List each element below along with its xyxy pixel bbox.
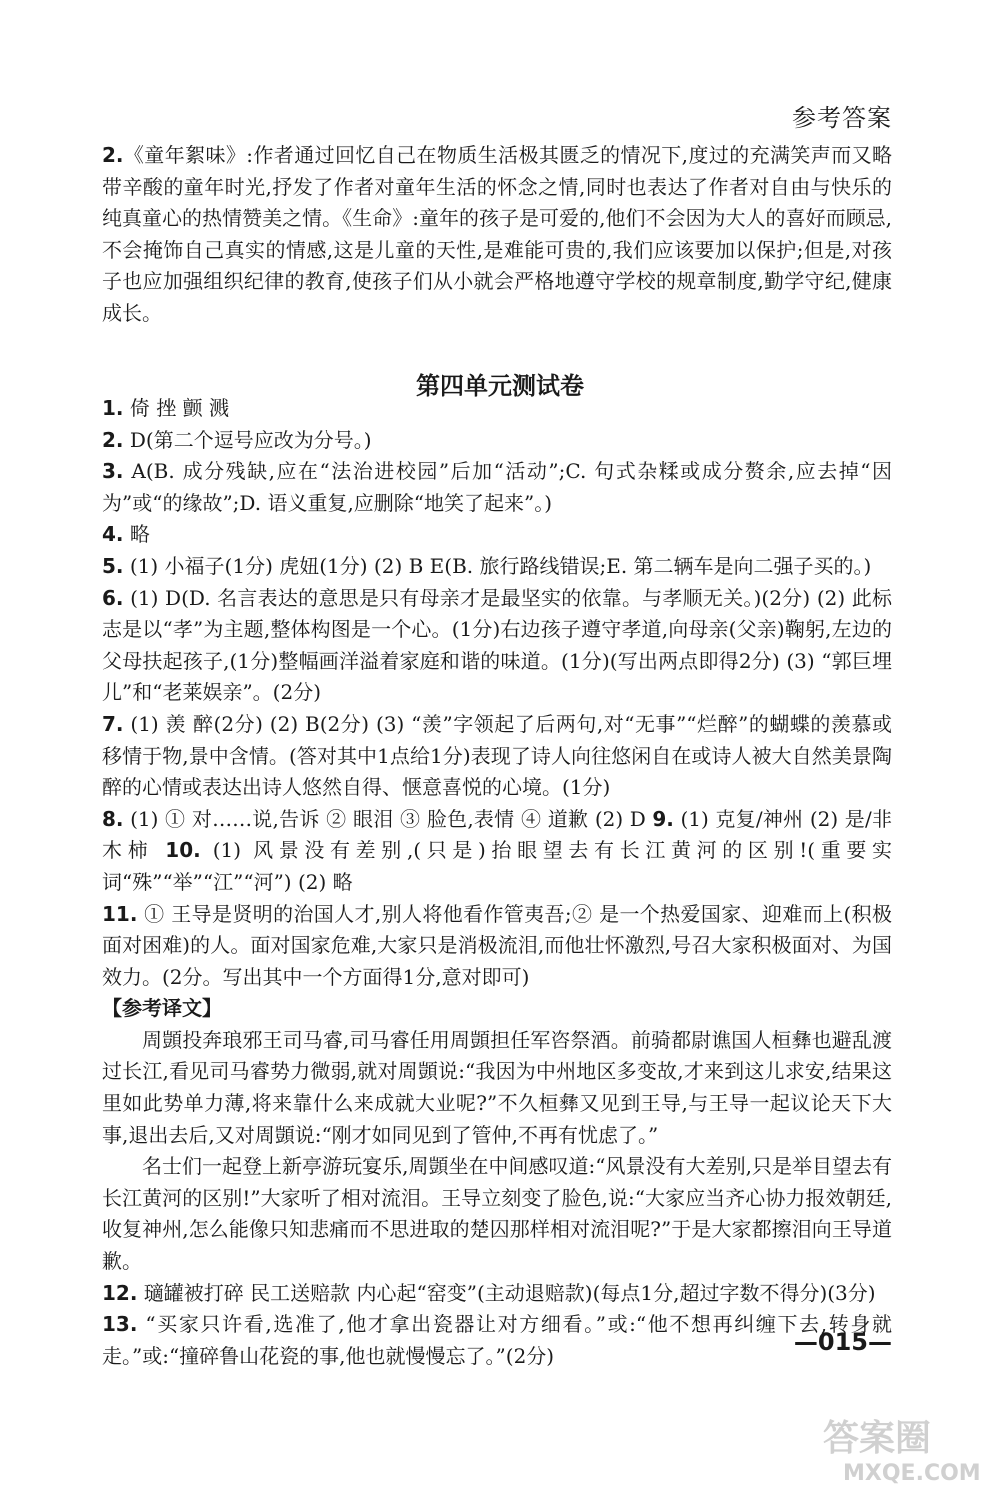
watermark-logo [813,1408,988,1488]
answer-item [102,140,892,330]
answer-block-main [102,393,892,1372]
answer-number: 4. [102,522,124,547]
answer-text: ① 王导是贤明的治国人才,别人将他看作管夷吾;② 是一个热爱国家、迎难而上(积极面对困难)的人。面对国家危难,大家只是消极流泪,而他壮怀激烈,号召大家积极面对、为国效力。(2分。写出其中一个方面得1分,意对即可) [102,901,892,989]
answer-number: 6. [102,585,124,610]
section-title: 第四单元测试卷 [416,372,584,400]
answer-item [102,899,892,994]
answer-number: 8. [102,806,124,831]
answer-item [102,583,892,709]
answer-number: 1. [102,396,124,420]
page-number: —015— [793,1328,892,1356]
answer-item [102,804,892,899]
answer-text: (1) D(D. 名言表达的意思是只有母亲才是最坚实的依靠。与孝顺无关。)(2分) (2) 此标志是以“孝”为主题,整体构图是一个心。(1分)右边孩子遵守孝道,向母亲(父亲)鞠躬,左边的父母扶起孩子,(1分)整幅画洋溢着家庭和谐的味道。(1分)(写出两点即得2分) (3) “郭巨埋儿”和“老莱娱亲”。(2分) [102,585,892,705]
answer-item [102,709,892,804]
answer-item [102,551,892,583]
running-header: 参考答案 [792,104,892,132]
translation-heading: 【参考译文】 [102,996,222,1021]
answer-item [102,456,892,519]
answer-text: (1) 克复/神州 (2) 是/非木柿 [102,806,892,863]
answer-number: 9. [652,806,674,831]
answer-item [102,425,892,457]
answer-text: 略 [123,522,150,547]
answer-number: 5. [102,553,124,578]
answer-text: (1) 小福子(1分) 虎妞(1分) (2) B E(B. 旅行路线错误;E. 第二辆车是向二强子买的。) [123,553,872,578]
answer-item [102,519,892,551]
translation-body [102,1025,892,1278]
answer-item [102,1309,892,1372]
answer-text: (1) ① 对……说,告诉 ② 眼泪 ③ 脸色,表情 ④ 道歉 (2) D [123,806,653,831]
answer-number: 2. [102,143,124,167]
answer-number: 13. [102,1312,138,1337]
answer-number: 12. [102,1280,138,1305]
answer-number: 3. [102,459,124,484]
answer-number: 2. [102,427,124,452]
answer-block-top [102,140,892,330]
answer-text: D(第二个逗号应改为分号。) [123,427,372,452]
answer-text: “买家只许看,选准了,他才拿出瓷器让对方细看。”或:“他不想再纠缠下去,转身就走。”或:“撞碎鲁山花瓷的事,他也就慢慢忘了。”(2分) [102,1312,892,1368]
answer-number: 7. [102,711,124,736]
answer-number: 10. [165,838,201,863]
answer-item [102,393,892,425]
answer-text: (1) 风景没有差别,(只是)抬眼望去有长江黄河的区别!(重要实词“殊”“举”“江”“河”) (2) 略 [102,838,892,894]
answer-text: 瓋罐被打碎 民工送赔款 内心起“窑变”(主动退赔款)(每点1分,超过字数不得分)(3分) [137,1280,876,1305]
answer-item [102,1278,892,1310]
answer-text: (1) 羡 醉(2分) (2) B(2分) (3) “羡”字领起了后两句,对“无事”“烂醉”的蝴蝶的羡慕或移情于物,景中含情。(答对其中1点给1分)表现了诗人向往悠闲自在或诗人被大自然美景陶醉的心情或表达出诗人悠然自得、惬意喜悦的心境。(1分) [102,711,892,800]
translation-paragraph: 周顗投奔琅邪王司马睿,司马睿任用周顗担任军咨祭酒。前骑都尉谯国人桓彝也避乱渡过长江,看见司马睿势力微弱,就对周顗说:“我因为中州地区多变故,才来到这儿求安,结果这里如此势单力薄,将来靠什么来成就大业呢?”不久桓彝又见到王导,与王导一起议论天下大事,退出去后,又对周顗说:“刚才如同见到了管仲,不再有忧虑了。” [102,1027,892,1147]
answer-number: 11. [102,901,138,926]
answer-text: A(B. 成分残缺,应在“法治进校园”后加“活动”;C. 句式杂糅或成分赘余,应去掉“因为”或“的缘故”;D. 语义重复,应删除“地笑了起来”。) [102,459,892,515]
translation-paragraph: 名士们一起登上新亭游玩宴乐,周顗坐在中间感叹道:“风景没有大差别,只是举目望去有长江黄河的区别!”大家听了相对流泪。王导立刻变了脸色,说:“大家应当齐心协力报效朝廷,收复神州,怎么能像只知悲痛而不思进取的楚囚那样相对流泪呢?”于是大家都擦泪向王导道歉。 [102,1154,892,1274]
svg-text:答案圈: 答案圈 [823,1418,932,1459]
answer-text: 《童年絮味》:作者通过回忆自己在物质生活极其匮乏的情况下,度过的充满笑声而又略带辛酸的童年时光,抒发了作者对童年生活的怀念之情,同时也表达了作者对自由与快乐的纯真童心的热情赞美之情。《生命》:童年的孩子是可爱的,他们不会因为大人的喜好而顾忌,不会掩饰自己真实的情感,这是儿童的天性,是难能可贵的,我们应该要加以保护;但是,对孩子也应加强组织纪律的教育,使孩子们从小就会严格地遵守学校的规章制度,勤学守纪,健康成长。 [102,143,892,325]
answer-text: 倚 挫 颤 溅 [123,396,229,420]
svg-text:MXQE.COM: MXQE.COM [843,1461,981,1486]
